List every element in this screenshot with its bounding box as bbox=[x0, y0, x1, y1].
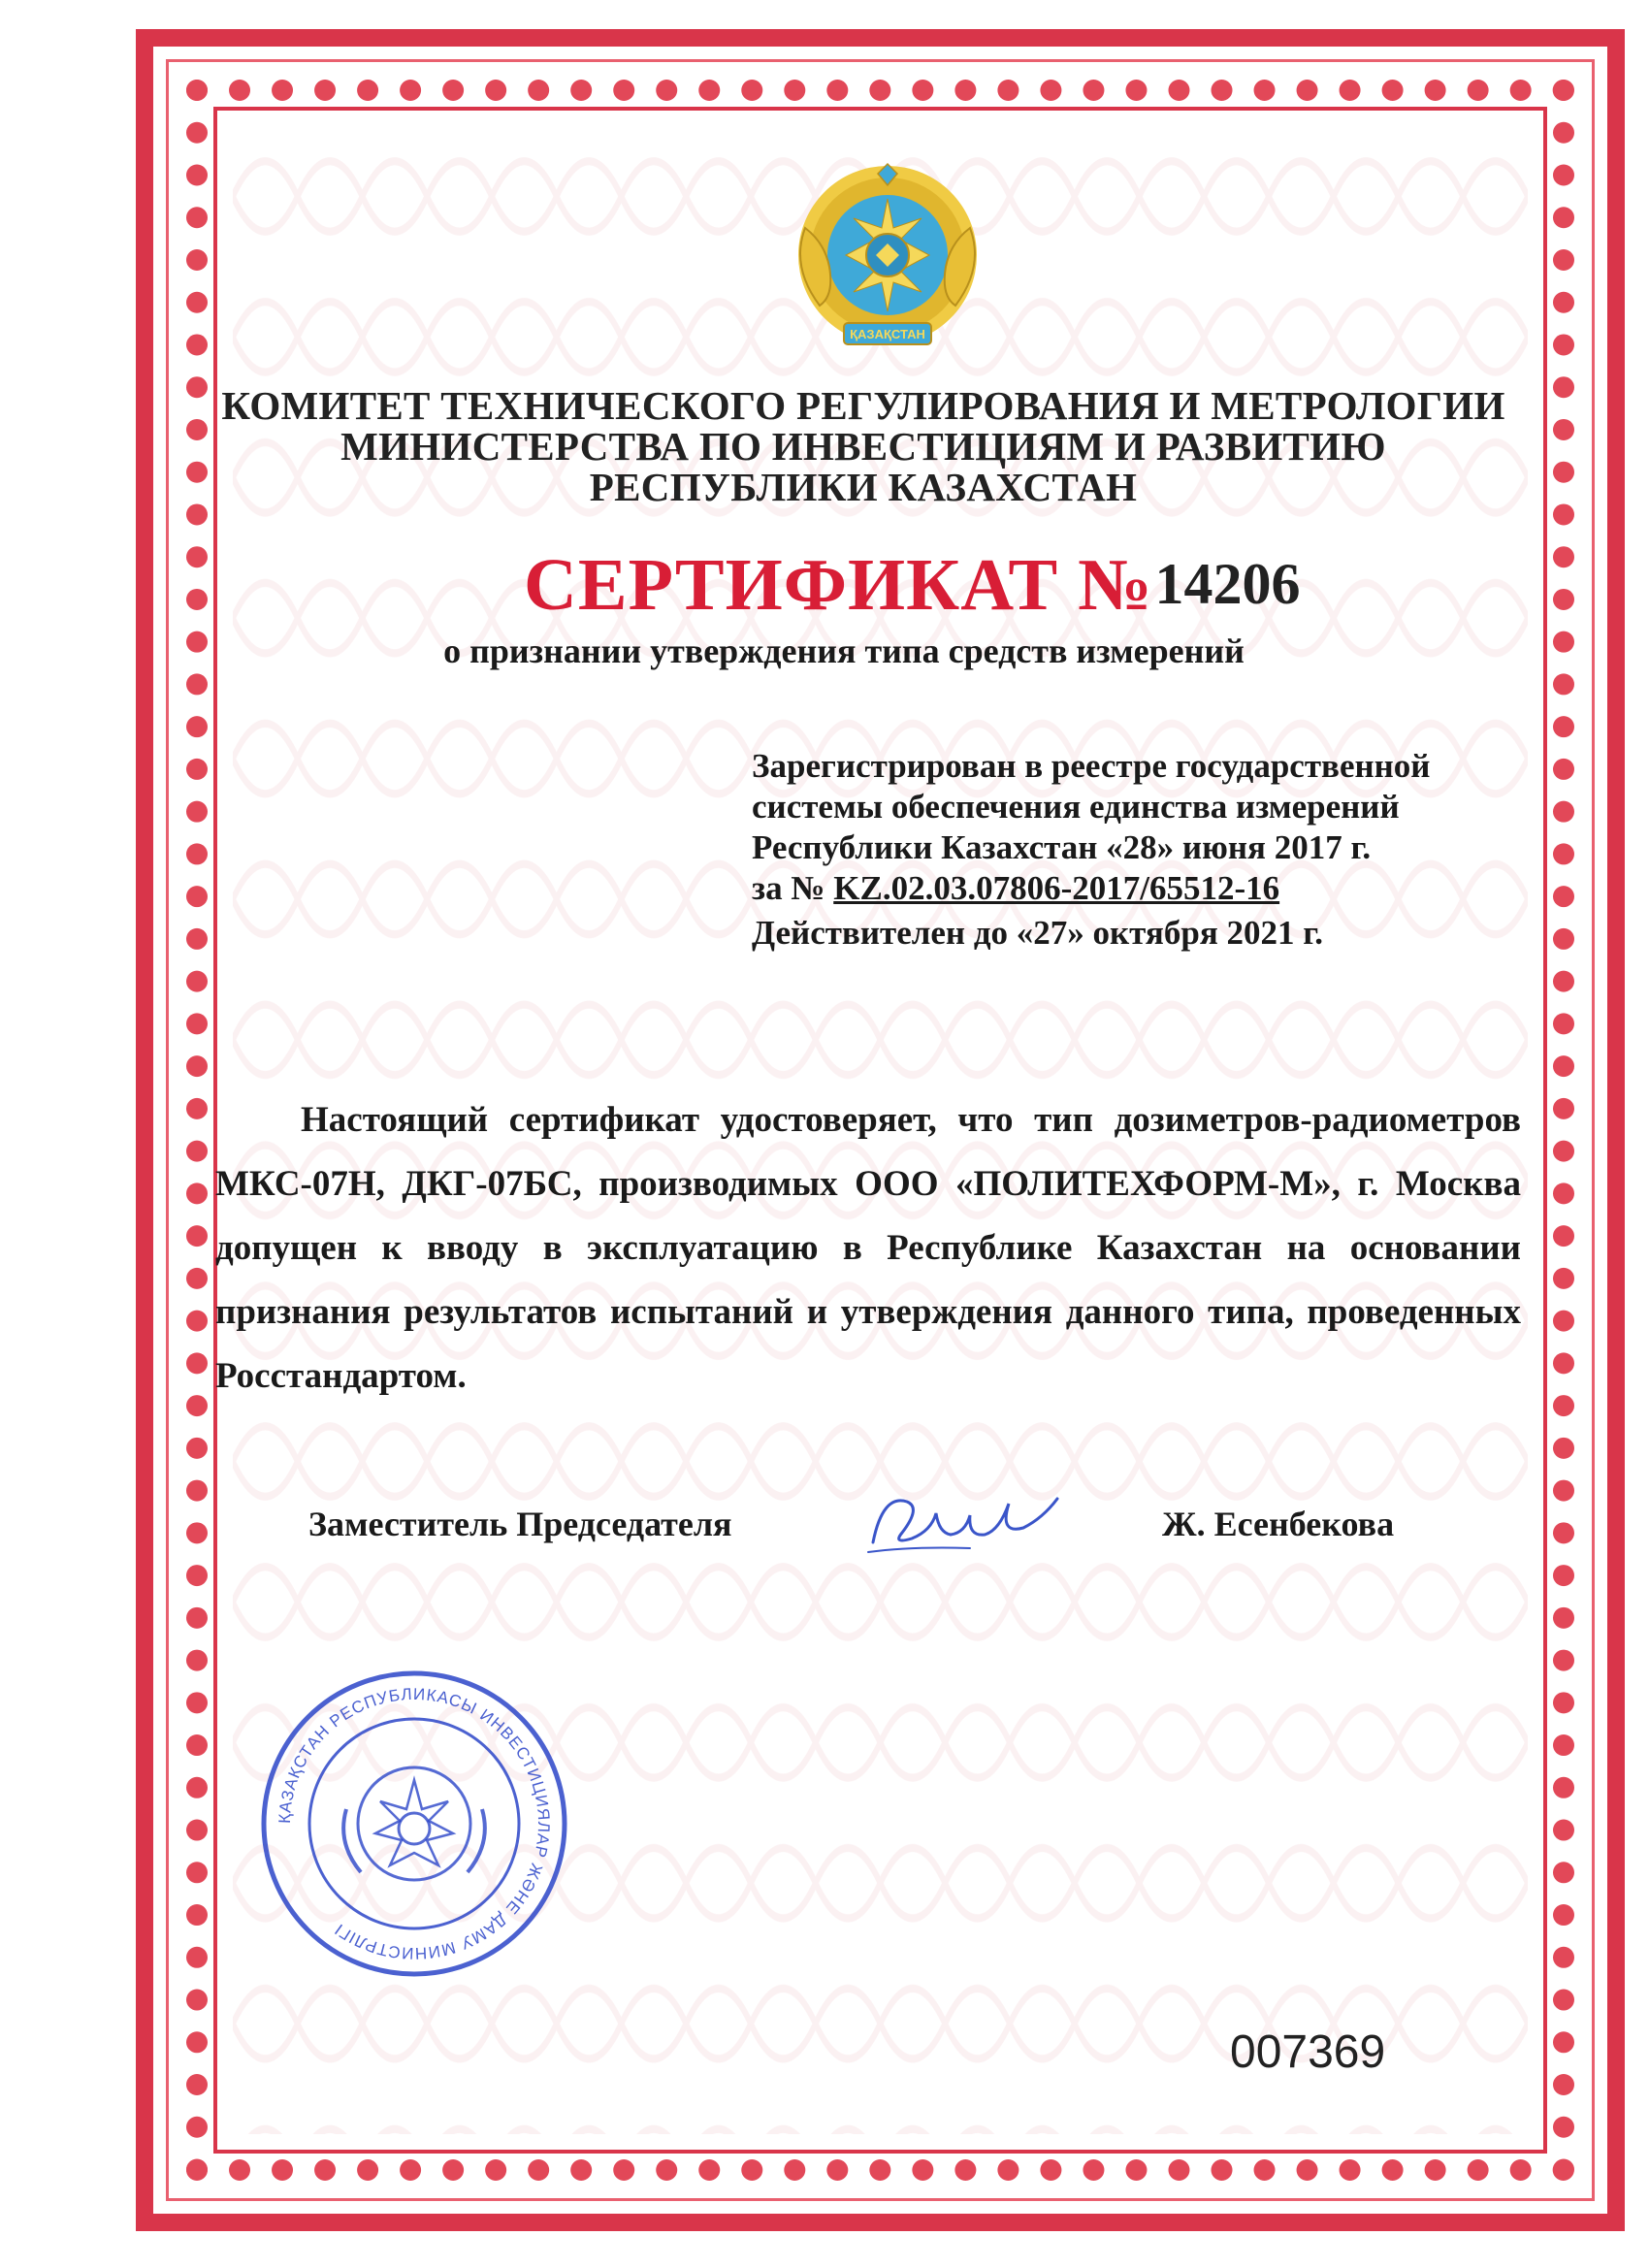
official-seal-icon bbox=[254, 1664, 574, 1984]
certificate-subtitle: о признании утверждения типа средств измерений bbox=[443, 632, 1245, 670]
registration-number: KZ.02.03.07806-2017/65512-16 bbox=[833, 869, 1280, 907]
state-emblem-icon bbox=[776, 160, 999, 354]
certificate-title: СЕРТИФИКАТ № bbox=[524, 544, 1153, 626]
signatory-position: Заместитель Председателя bbox=[308, 1505, 732, 1543]
validity-line: Действителен до «27» октября 2021 г. bbox=[752, 914, 1323, 952]
certificate-number: 14206 bbox=[1154, 552, 1301, 616]
registration-number-prefix: за № bbox=[752, 869, 834, 907]
ministry-title-line-2: МИНИСТЕРСТВА ПО ИНВЕСТИЦИЯМ И РАЗВИТИЮ bbox=[340, 424, 1386, 469]
ministry-title-line-3: РЕСПУБЛИКИ КАЗАХСТАН bbox=[589, 465, 1138, 509]
serial-number: 007369 bbox=[1230, 2026, 1386, 2078]
registration-line-3: Республики Казахстан «28» июня 2017 г. bbox=[752, 828, 1372, 866]
certificate-heading bbox=[524, 543, 1301, 628]
signatory-name: Ж. Есенбекова bbox=[1162, 1505, 1395, 1543]
svg-text:ҚАЗАҚСТАН РЕСПУБЛИКАСЫ ИНВЕСТИ: ҚАЗАҚСТАН РЕСПУБЛИКАСЫ ИНВЕСТИЦИЯЛАР ЖӘНЕ ДАМУ МИНИСТРЛІГІ bbox=[275, 1684, 554, 1963]
certificate-body-text: Настоящий сертификат удостоверяет, что тип дозиметров-радиометров МКС-07Н, ДКГ-07БС, производимых ООО «ПОЛИТЕХФОРМ-М», г. Москва допущен к вводу в эксплуатацию в Республике Казахстан на основании признания результатов испытаний и утверждения данного типа, проведенных Росстандартом. bbox=[215, 1100, 1521, 1396]
handwritten-signature bbox=[854, 1474, 1067, 1562]
registration-line-1: Зарегистрирован в реестре государственной bbox=[752, 747, 1431, 785]
svg-text:ҚАЗАҚСТАН: ҚАЗАҚСТАН bbox=[850, 327, 925, 341]
registration-line-4 bbox=[752, 869, 1279, 908]
ministry-title-line-1: КОМИТЕТ ТЕХНИЧЕСКОГО РЕГУЛИРОВАНИЯ И МЕТРОЛОГИИ bbox=[221, 383, 1505, 428]
registration-line-2: системы обеспечения единства измерений bbox=[752, 788, 1400, 826]
